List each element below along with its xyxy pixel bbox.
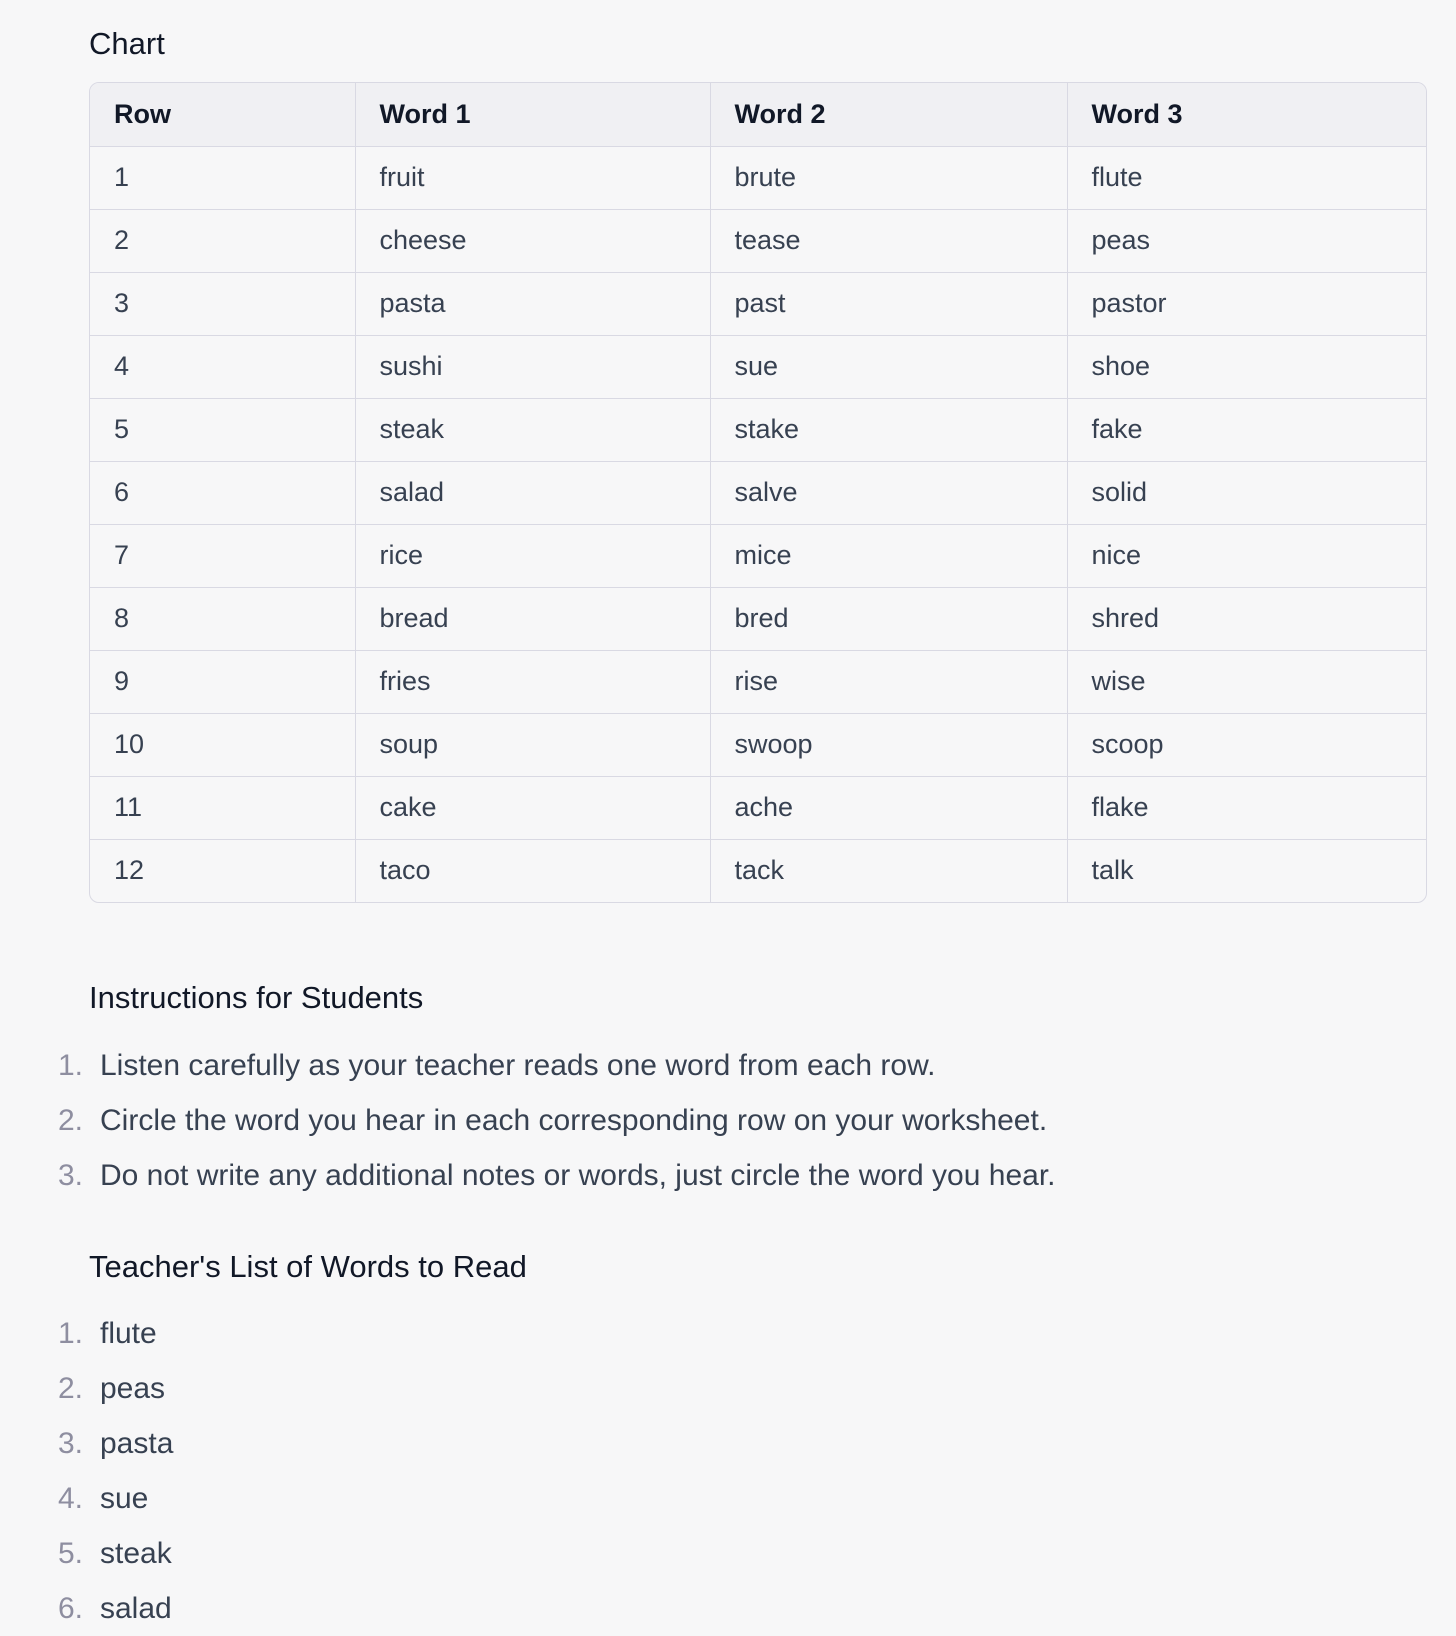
row-number-cell: 10 [90,713,355,776]
list-number: 3. [58,1159,84,1192]
word-cell: peas [1067,209,1426,272]
table-row [90,587,1426,650]
table-row [90,461,1426,524]
list-number: 6. [58,1592,84,1625]
list-item-text: steak [100,1537,172,1570]
table-row [90,209,1426,272]
word-cell: flake [1067,776,1426,839]
word-cell: bread [355,587,710,650]
word-cell: salve [710,461,1067,524]
word-cell: rice [355,524,710,587]
column-header: Word 1 [355,83,710,146]
list-item [0,1416,173,1471]
row-number-cell: 3 [90,272,355,335]
instructions-heading: Instructions for Students [89,980,424,1015]
row-number-cell: 2 [90,209,355,272]
word-cell: solid [1067,461,1426,524]
word-cell: wise [1067,650,1426,713]
list-item [0,1361,173,1416]
column-header: Word 3 [1067,83,1426,146]
word-cell: shoe [1067,335,1426,398]
word-cell: fruit [355,146,710,209]
word-cell: ache [710,776,1067,839]
word-cell: cake [355,776,710,839]
list-item-text: sue [100,1482,149,1515]
teacher-list-heading: Teacher's List of Words to Read [89,1249,527,1284]
list-item-text: salad [100,1592,172,1625]
list-item-text: Circle the word you hear in each corresponding row on your worksheet. [100,1104,1048,1137]
column-header: Row [90,83,355,146]
table-row [90,272,1426,335]
row-number-cell: 6 [90,461,355,524]
word-cell: rise [710,650,1067,713]
word-cell: sushi [355,335,710,398]
row-number-cell: 1 [90,146,355,209]
word-cell: salad [355,461,710,524]
list-item [0,1093,1056,1148]
word-cell: fake [1067,398,1426,461]
table-row [90,839,1426,902]
list-number: 3. [58,1427,84,1460]
word-cell: stake [710,398,1067,461]
teacher-word-list [0,1306,173,1636]
word-cell: taco [355,839,710,902]
list-item [0,1306,173,1361]
table-row [90,650,1426,713]
list-item-text: flute [100,1317,157,1350]
word-cell: scoop [1067,713,1426,776]
list-item [0,1038,1056,1093]
table-row [90,146,1426,209]
table-row [90,335,1426,398]
word-cell: sue [710,335,1067,398]
instructions-list [0,1038,1056,1203]
word-cell: flute [1067,146,1426,209]
list-item-text: Do not write any additional notes or words, just circle the word you hear. [100,1159,1056,1192]
word-chart-table [89,82,1427,903]
word-cell: talk [1091,855,1134,886]
row-number-cell: 4 [90,335,355,398]
word-cell: tack [710,839,1067,902]
word-cell: nice [1067,524,1426,587]
word-cell: cheese [355,209,710,272]
list-number: 2. [58,1372,84,1405]
list-item-text: pasta [100,1427,174,1460]
list-number: 5. [58,1537,84,1570]
list-item [0,1581,173,1636]
chart-heading: Chart [89,26,165,61]
word-cell: fries [355,650,710,713]
word-cell: brute [710,146,1067,209]
list-number: 1. [58,1049,84,1082]
table-row [90,776,1426,839]
table-header-row [90,83,1426,146]
word-cell: past [710,272,1067,335]
word-cell: pasta [355,272,710,335]
row-number-cell: 5 [90,398,355,461]
row-number-cell: 7 [90,524,355,587]
list-number: 1. [58,1317,84,1350]
word-cell: swoop [710,713,1067,776]
list-item [0,1148,1056,1203]
table-row [90,524,1426,587]
list-item [0,1471,173,1526]
list-item [0,1526,173,1581]
column-header: Word 2 [710,83,1067,146]
row-number-cell: 9 [90,650,355,713]
list-number: 2. [58,1104,84,1137]
list-item-text: peas [100,1372,166,1405]
table-row [90,713,1426,776]
list-number: 4. [58,1482,84,1515]
table-row [90,398,1426,461]
row-number-cell: 12 [90,839,355,902]
word-cell: steak [355,398,710,461]
word-cell: tease [710,209,1067,272]
row-number-cell: 8 [90,587,355,650]
word-cell: bred [710,587,1067,650]
list-item-text: Listen carefully as your teacher reads one word from each row. [100,1049,936,1082]
word-cell: pastor [1067,272,1426,335]
word-cell: mice [710,524,1067,587]
word-cell: soup [355,713,710,776]
word-cell: shred [1067,587,1426,650]
row-number-cell: 11 [90,776,355,839]
